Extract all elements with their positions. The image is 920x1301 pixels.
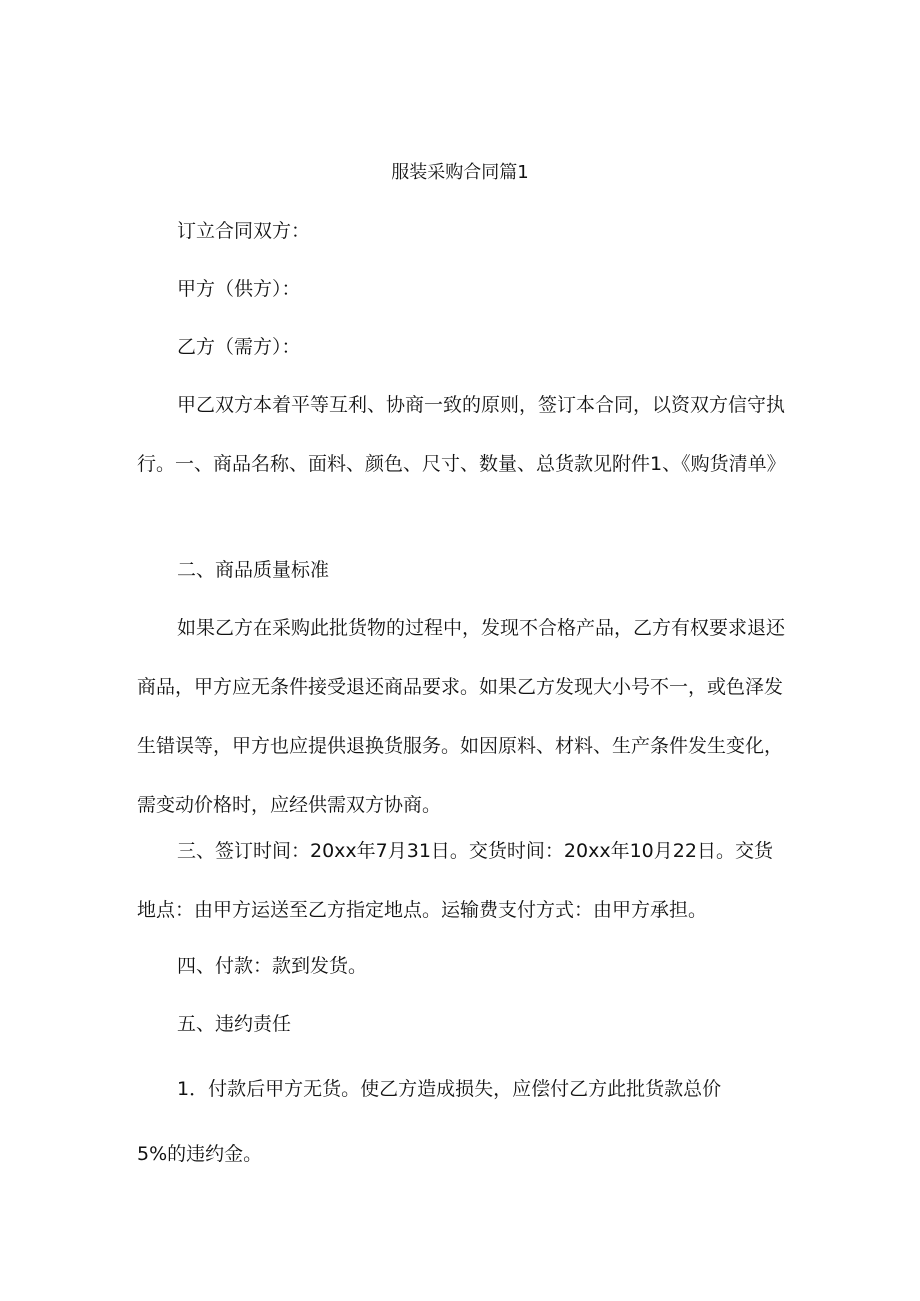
paragraph-payment: 四、付款：款到发货。 [177,955,368,977]
paragraph-parties: 订立合同双方： [177,220,311,242]
paragraph-liability-item-1: 1．付款后甲方无货。使乙方造成损失，应偿付乙方此批货款总价 [177,1078,722,1100]
paragraph-party-a: 甲方（供方）： [177,278,301,300]
document-title: 服装采购合同篇1 [391,162,529,183]
paragraph-quality-heading: 二、商品质量标准 [177,559,330,581]
paragraph-liability-item-1-continued: 5%的违约金。 [137,1143,263,1165]
paragraph-liability-heading: 五、违约责任 [177,1013,292,1035]
paragraph-principle: 甲乙双方本着平等互利、协商一致的原则，签订本合同，以资双方信守执行。一、商品名称、面料、颜色、尺寸、数量、总货款见附件1、《购货清单》 [137,394,786,475]
paragraph-party-b: 乙方（需方）： [177,336,301,358]
paragraph-delivery: 三、签订时间：20xx年7月31日。交货时间：20xx年10月22日。交货地点：由甲方运送至乙方指定地点。运输费支付方式：由甲方承担。 [137,840,773,921]
paragraph-quality-body: 如果乙方在采购此批货物的过程中，发现不合格产品，乙方有权要求退还商品，甲方应无条件接受退还商品要求。如果乙方发现大小号不一，或色泽发生错误等，甲方也应提供退换货服务。如因原料、材料、生产条件发生变化，需变动价格时，应经供需双方协商。 [137,617,786,816]
